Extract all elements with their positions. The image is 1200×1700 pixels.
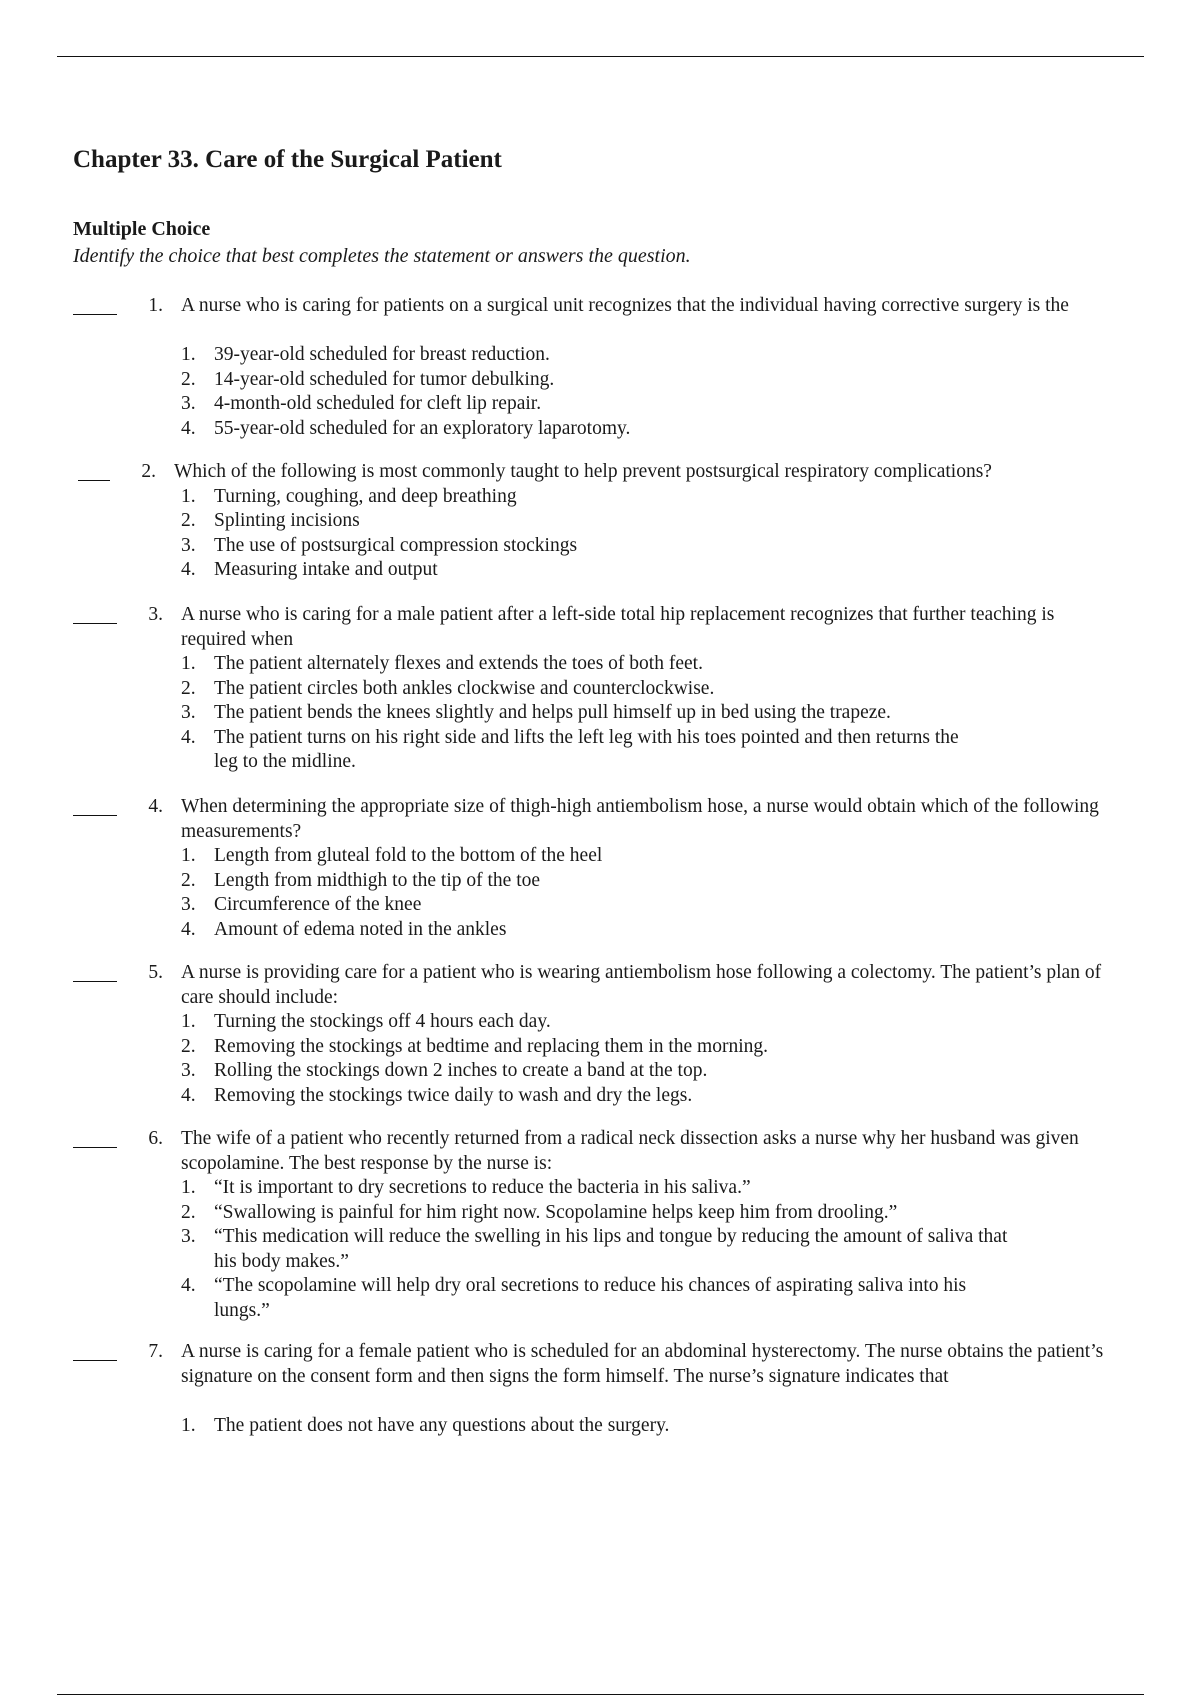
choice-list bbox=[181, 343, 1081, 441]
choice[interactable] bbox=[181, 726, 971, 775]
question-number: 5. bbox=[148, 962, 163, 983]
choice-number: 4. bbox=[181, 918, 196, 940]
choice-number: 4. bbox=[181, 726, 196, 748]
instructions: Identify the choice that best completes the statement or answers the question. bbox=[73, 245, 691, 267]
choice-text: 4-month-old scheduled for cleft lip repair. bbox=[214, 393, 542, 414]
choice-number: 1. bbox=[181, 653, 196, 674]
question-stem: A nurse is caring for a female patient who is scheduled for an abdominal hysterectomy. The nurse obtains the patient’s signature on the consent form and then signs the form himself. The nurse’s signature indicates that bbox=[181, 1341, 1104, 1387]
question-stem: A nurse who is caring for a male patient after a left-side total hip replacement recognizes that further teaching is required when bbox=[181, 604, 1055, 650]
top-rule bbox=[57, 56, 1144, 57]
choice-text: “It is important to dry secretions to reduce the bacteria in his saliva.” bbox=[214, 1177, 751, 1198]
choice-list bbox=[181, 1414, 1081, 1439]
choice-text: Splinting incisions bbox=[214, 510, 360, 531]
choice-number: 2. bbox=[181, 869, 196, 891]
choice-number: 1. bbox=[181, 344, 196, 365]
question-number: 3. bbox=[148, 604, 163, 625]
choice-text: Removing the stockings twice daily to wash and dry the legs. bbox=[214, 1084, 693, 1106]
answer-blank[interactable] bbox=[73, 815, 117, 816]
choice[interactable] bbox=[181, 1274, 1011, 1323]
choice-number: 3. bbox=[181, 534, 196, 556]
choice-number: 3. bbox=[181, 894, 196, 915]
choice[interactable] bbox=[181, 1035, 1081, 1060]
answer-blank[interactable] bbox=[73, 981, 117, 982]
choice-number: 2. bbox=[181, 510, 196, 531]
choice-number: 4. bbox=[181, 417, 196, 439]
question-number: 1. bbox=[148, 295, 163, 316]
choice[interactable] bbox=[181, 701, 971, 726]
choice-list bbox=[181, 1010, 1081, 1108]
choice-number: 2. bbox=[181, 368, 196, 390]
choice[interactable] bbox=[181, 392, 1081, 417]
choice-text: Turning the stockings off 4 hours each day. bbox=[214, 1011, 551, 1032]
choice-text: The patient alternately flexes and extends the toes of both feet. bbox=[214, 653, 703, 674]
choice-text: Measuring intake and output bbox=[214, 559, 438, 580]
choice[interactable] bbox=[181, 1225, 1011, 1274]
choice-text: “Swallowing is painful for him right now. Scopolamine helps keep him from drooling.” bbox=[214, 1201, 898, 1223]
choice-list bbox=[181, 652, 971, 775]
choice-number: 3. bbox=[181, 1060, 196, 1081]
choice-text: 39-year-old scheduled for breast reduction. bbox=[214, 344, 550, 365]
question-stem: Which of the following is most commonly taught to help prevent postsurgical respiratory complications? bbox=[174, 461, 992, 482]
choice-text: The patient does not have any questions about the surgery. bbox=[214, 1414, 670, 1436]
choice-text: Rolling the stockings down 2 inches to create a band at the top. bbox=[214, 1060, 708, 1081]
question-stem: The wife of a patient who recently returned from a radical neck dissection asks a nurse why her husband was given scopolamine. The best response by the nurse is: bbox=[181, 1128, 1079, 1174]
section-heading: Multiple Choice bbox=[73, 218, 211, 240]
choice-text: The patient bends the knees slightly and helps pull himself up in bed using the trapeze. bbox=[214, 702, 891, 723]
choice-number: 1. bbox=[181, 1177, 196, 1198]
choice-list bbox=[181, 844, 1081, 942]
choice-number: 1. bbox=[181, 485, 196, 507]
choice[interactable] bbox=[181, 869, 1081, 894]
choice[interactable] bbox=[181, 343, 1081, 368]
choice-text: The use of postsurgical compression stockings bbox=[214, 534, 578, 556]
choice-list bbox=[181, 485, 1081, 583]
bottom-rule bbox=[57, 1694, 1144, 1695]
choice[interactable] bbox=[181, 918, 1081, 943]
question-stem: A nurse is providing care for a patient who is wearing antiembolism hose following a colectomy. The patient’s plan of care should include: bbox=[181, 962, 1102, 1008]
choice-text: “This medication will reduce the swelling in his lips and tongue by reducing the amount of saliva that his body makes.” bbox=[214, 1226, 1008, 1272]
choice-number: 2. bbox=[181, 1201, 196, 1223]
choice-number: 2. bbox=[181, 677, 196, 699]
answer-blank[interactable] bbox=[78, 480, 110, 481]
choice[interactable] bbox=[181, 417, 1081, 442]
choice-number: 4. bbox=[181, 559, 196, 580]
choice-number: 4. bbox=[181, 1275, 196, 1296]
question-number: 6. bbox=[148, 1128, 163, 1149]
choice-number: 2. bbox=[181, 1035, 196, 1057]
choice-number: 3. bbox=[181, 702, 196, 723]
choice-number: 4. bbox=[181, 1084, 196, 1106]
choice-text: The patient circles both ankles clockwise and counterclockwise. bbox=[214, 677, 715, 699]
choice[interactable] bbox=[181, 652, 971, 677]
choice-number: 1. bbox=[181, 1414, 196, 1436]
choice[interactable] bbox=[181, 1201, 1011, 1226]
choice[interactable] bbox=[181, 677, 971, 702]
choice-text: Circumference of the knee bbox=[214, 894, 422, 915]
choice[interactable] bbox=[181, 844, 1081, 869]
choice[interactable] bbox=[181, 368, 1081, 393]
choice-number: 1. bbox=[181, 845, 196, 866]
question-number: 7. bbox=[148, 1341, 163, 1362]
question-stem: A nurse who is caring for patients on a surgical unit recognizes that the individual having corrective surgery is the bbox=[181, 295, 1069, 316]
choice[interactable] bbox=[181, 558, 1081, 583]
choice-text: 55-year-old scheduled for an exploratory laparotomy. bbox=[214, 417, 631, 439]
question-number: 4. bbox=[148, 796, 163, 817]
choice-text: Amount of edema noted in the ankles bbox=[214, 918, 507, 940]
choice[interactable] bbox=[181, 485, 1081, 510]
question-stem: When determining the appropriate size of thigh-high antiembolism hose, a nurse would obtain which of the following measurements? bbox=[181, 796, 1099, 842]
choice[interactable] bbox=[181, 534, 1081, 559]
choice-text: “The scopolamine will help dry oral secretions to reduce his chances of aspirating saliva into his lungs.” bbox=[214, 1275, 967, 1321]
choice-text: The patient turns on his right side and lifts the left leg with his toes pointed and then returns the leg to the midline. bbox=[214, 726, 959, 772]
answer-blank[interactable] bbox=[73, 623, 117, 624]
choice[interactable] bbox=[181, 1414, 1081, 1439]
choice[interactable] bbox=[181, 1010, 1081, 1035]
choice-number: 3. bbox=[181, 1226, 196, 1247]
question-number: 2. bbox=[141, 461, 156, 482]
choice-text: 14-year-old scheduled for tumor debulking. bbox=[214, 368, 555, 390]
choice[interactable] bbox=[181, 1084, 1081, 1109]
answer-blank[interactable] bbox=[73, 1147, 117, 1148]
choice[interactable] bbox=[181, 1176, 1011, 1201]
choice-text: Length from midthigh to the tip of the toe bbox=[214, 869, 541, 891]
choice-number: 1. bbox=[181, 1011, 196, 1032]
choice-list bbox=[181, 1176, 1011, 1323]
choice-text: Removing the stockings at bedtime and replacing them in the morning. bbox=[214, 1035, 769, 1057]
answer-blank[interactable] bbox=[73, 1360, 117, 1361]
choice[interactable] bbox=[181, 1059, 1081, 1084]
choice[interactable] bbox=[181, 893, 1081, 918]
choice[interactable] bbox=[181, 509, 1081, 534]
page-title: Chapter 33. Care of the Surgical Patient bbox=[73, 146, 502, 173]
choice-number: 3. bbox=[181, 393, 196, 414]
answer-blank[interactable] bbox=[73, 314, 117, 315]
choice-text: Turning, coughing, and deep breathing bbox=[214, 485, 517, 507]
choice-text: Length from gluteal fold to the bottom of the heel bbox=[214, 845, 603, 866]
